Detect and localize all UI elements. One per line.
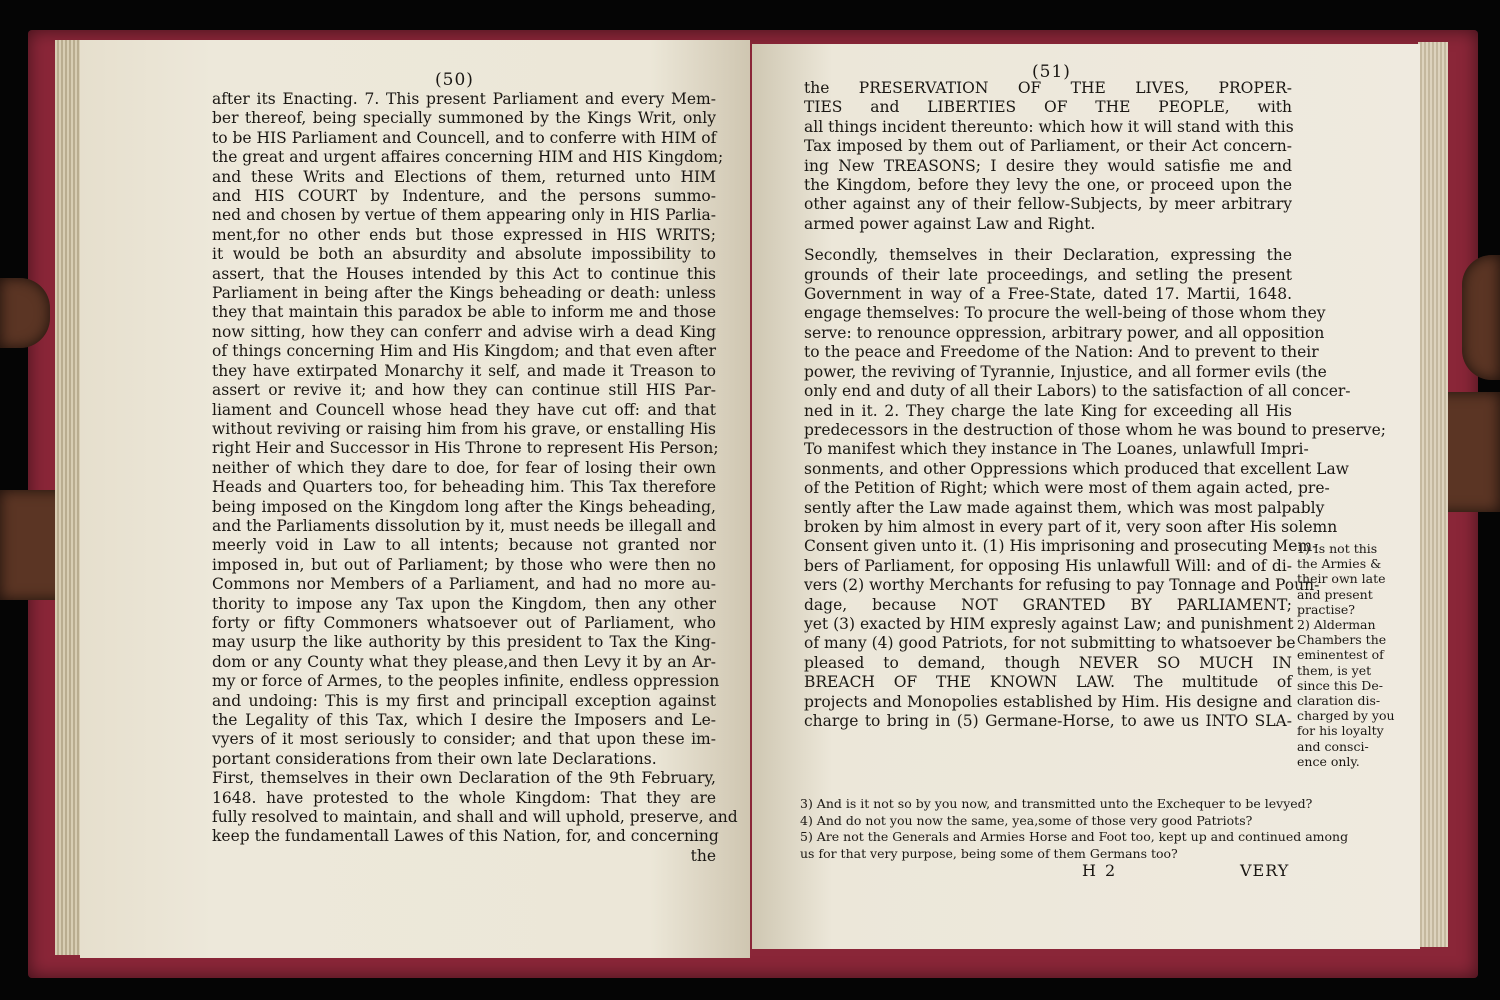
text-line: neither of which they dare to doe, for fear of losing their own <box>212 458 716 477</box>
text-line: right Heir and Successor in His Throne to represent His Person; <box>212 439 719 458</box>
margin-note-line: and consci- <box>1297 738 1369 754</box>
text-line: liament and Councell whose head they have cut off: and that <box>212 400 716 419</box>
text-line: charge to bring in (5) Germane-Horse, to awe us INTO SLA- <box>804 712 1292 730</box>
footnote-line: 5) Are not the Generals and Armies Horse and Foot too, kept up and continued among <box>800 829 1349 844</box>
text-line: and HIS COURT by Indenture, and the persons summo- <box>212 187 716 206</box>
text-line: ned in it. 2. They charge the late King for exceeding all His <box>804 401 1292 420</box>
text-line: grounds of their late proceedings, and setling the present <box>804 265 1292 284</box>
left-page <box>80 40 750 958</box>
margin-note-line: charged by you <box>1297 708 1395 724</box>
text-line: the Legality of this Tax, which I desire the Imposers and Le- <box>212 711 716 729</box>
text-line: the Kingdom, before they levy the one, or proceed upon the <box>804 176 1292 195</box>
margin-note-line: the Armies & <box>1297 556 1382 572</box>
margin-notes <box>1297 541 1413 769</box>
margin-note-line: eminentest of <box>1297 647 1384 663</box>
text-line: Tax imposed by them out of Parliament, or their Act concern- <box>804 137 1292 156</box>
text-line: Heads and Quarters too, for beheading him. This Tax therefore <box>212 478 716 497</box>
catchword-right: VERY <box>1240 861 1290 880</box>
catchword-left: the <box>690 846 716 865</box>
text-line: BREACH OF THE KNOWN LAW. The multitude of <box>804 673 1292 692</box>
text-line: it would be both an absurdity and absolute impossibility to <box>212 245 716 264</box>
text-line: they have extirpated Monarchy it self, and made it Treason to <box>212 361 716 380</box>
text-line: other against any of their fellow-Subjects, by meer arbitrary <box>804 195 1292 214</box>
text-line: Commons nor Members of a Parliament, and had no more au- <box>212 575 716 594</box>
text-line: sonments, and other Oppressions which produced that excellent Law <box>804 459 1349 478</box>
text-line: my or force of Armes, to the peoples infinite, endless oppression <box>212 672 720 691</box>
text-line: To manifest which they instance in The Loanes, unlawfull Impri- <box>804 440 1309 459</box>
margin-note-line: 1) Is not this <box>1297 541 1378 556</box>
text-line: keep the fundamentall Lawes of this Nation, for, and concerning <box>212 827 719 846</box>
text-line: Parliament in being after the Kings beheading or death: unless <box>212 284 716 303</box>
text-line: to the peace and Freedome of the Nation: And to prevent to their <box>804 343 1319 362</box>
text-line: ment,for no other ends but those expressed in HIS WRITS; <box>212 225 716 244</box>
footnote-line: us for that very purpose, being some of them Germans too? <box>800 845 1178 861</box>
text-line: meerly void in Law to all intents; because not granted nor <box>212 536 716 555</box>
text-line: all things incident thereunto: which how it will stand with this <box>804 117 1294 136</box>
text-line: to be HIS Parliament and Councell, and to conferre with HIM of <box>212 128 717 147</box>
text-line: dage, because NOT GRANTED BY PARLIAMENT; <box>804 595 1292 614</box>
text-line: the PRESERVATION OF THE LIVES, PROPER- <box>804 79 1292 97</box>
text-line: sently after the Law made against them, which was most palpably <box>804 498 1325 517</box>
text-line: ber thereof, being specially summoned by the Kings Writ, only <box>212 109 716 128</box>
text-line: without reviving or raising him from his grave, or enstalling His <box>212 419 716 438</box>
margin-note-line: 2) Alderman <box>1297 617 1376 633</box>
text-line: TIES and LIBERTIES OF THE PEOPLE, with <box>804 98 1292 117</box>
text-line: ned and chosen by vertue of them appearing only in HIS Parlia- <box>212 206 716 225</box>
text-line: dom or any County what they please,and then Levy it by an Ar- <box>212 652 716 671</box>
text-line: engage themselves: To procure the well-being of those whom they <box>804 304 1326 323</box>
text-line: Consent given unto it. (1) His imprisoning and prosecuting Mem- <box>804 537 1318 556</box>
text-line: First, themselves in their own Declaration of the 9th February, <box>212 769 716 788</box>
text-line: and these Writs and Elections of them, returned unto HIM <box>212 167 716 186</box>
text-line: imposed in, but out of Parliament; by those who were then no <box>212 555 716 574</box>
text-line: vers (2) worthy Merchants for refusing to pay Tonnage and Poun- <box>804 576 1320 595</box>
signature-mark: H 2 <box>1082 861 1118 880</box>
text-line: predecessors in the destruction of those whom he was bound to preserve; <box>804 420 1386 439</box>
left-page-text <box>212 90 738 866</box>
text-line: after its Enacting. 7. This present Parliament and every Mem- <box>212 90 716 108</box>
margin-note-line: for his loyalty <box>1297 723 1384 739</box>
margin-note-line: since this De- <box>1297 677 1383 693</box>
left-clasp-upper <box>0 278 50 348</box>
text-line: assert or revive it; and how they can continue still HIS Par- <box>212 381 716 400</box>
text-line: power, the reviving of Tyrannie, Injustice, and all former evils (the <box>804 362 1327 381</box>
text-line: being imposed on the Kingdom long after the Kings beheading, <box>212 497 716 516</box>
footnote-line: 4) And do not you now the same, yea,some of those very good Patriots? <box>800 812 1253 828</box>
text-line: may usurp the like authority by this president to Tax the King- <box>212 633 716 652</box>
margin-note-line: ence only. <box>1297 753 1360 769</box>
text-line: Government in way of a Free-State, dated 17. Martii, 1648. <box>804 285 1292 304</box>
text-line: portant considerations from their own late Declarations. <box>212 749 657 768</box>
text-line: 1648. have protested to the whole Kingdom: That they are <box>212 788 716 807</box>
page-number-51: (51) <box>1032 62 1071 82</box>
text-line: serve: to renounce oppression, arbitrary power, and all opposition <box>804 323 1325 342</box>
margin-note-line: their own late <box>1297 571 1386 587</box>
text-line: assert, that the Houses intended by this Act to continue this <box>212 264 716 283</box>
text-line: of many (4) good Patriots, for not submitting to whatsoever be <box>804 634 1296 653</box>
text-line: broken by him almost in every part of it, very soon after His solemn <box>804 517 1338 536</box>
text-line: of things concerning Him and His Kingdom; and that even after <box>212 342 716 361</box>
text-line: fully resolved to maintain, and shall and will uphold, preserve, and <box>212 808 738 827</box>
text-line: pleased to demand, though NEVER SO MUCH IN <box>804 653 1292 672</box>
footnote-line: 3) And is it not so by you now, and transmitted unto the Exchequer to be levyed? <box>800 796 1313 811</box>
right-clasp-upper <box>1462 255 1500 380</box>
text-line: of the Petition of Right; which were most of them again acted, pre- <box>804 479 1330 498</box>
text-line: the great and urgent affaires concerning HIM and HIS Kingdom; <box>212 148 724 167</box>
text-line: vyers of it most seriously to consider; and that upon these im- <box>212 730 716 749</box>
footnotes <box>800 796 1400 862</box>
text-line: projects and Monopolies established by Him. His designe and <box>804 692 1292 711</box>
text-line: Secondly, themselves in their Declaration, expressing the <box>804 246 1292 265</box>
text-line: ing New TREASONS; I desire they would satisfie me and <box>804 156 1292 175</box>
text-line: now sitting, how they can conferr and advise wirh a dead King <box>212 322 716 341</box>
text-line: bers of Parliament, for opposing His unlawfull Will: and of di- <box>804 556 1292 575</box>
text-line: forty or fifty Commoners whatsoever out of Parliament, who <box>212 613 716 632</box>
margin-note-line: and present <box>1297 586 1373 602</box>
right-page <box>752 44 1420 949</box>
text-line: and undoing: This is my first and principall exception against <box>212 691 716 710</box>
margin-note-line: Chambers the <box>1297 632 1387 648</box>
text-line: only end and duty of all their Labors) to the satisfaction of all concer- <box>804 382 1351 401</box>
margin-note-line: practise? <box>1297 601 1355 617</box>
margin-note-line: them, is yet <box>1297 662 1372 678</box>
text-line: thority to impose any Tax upon the Kingdom, then any other <box>212 594 716 613</box>
margin-note-line: claration dis- <box>1297 693 1381 709</box>
text-line: armed power against Law and Right. <box>804 214 1096 233</box>
text-line: yet (3) exacted by HIM expresly against Law; and punishment <box>804 614 1294 633</box>
text-line: they that maintain this paradox be able to inform me and those <box>212 303 716 322</box>
right-page-edges <box>1418 42 1448 947</box>
text-line: and the Parliaments dissolution by it, must needs be illegall and <box>212 516 717 535</box>
page-number-50: (50) <box>435 70 474 90</box>
